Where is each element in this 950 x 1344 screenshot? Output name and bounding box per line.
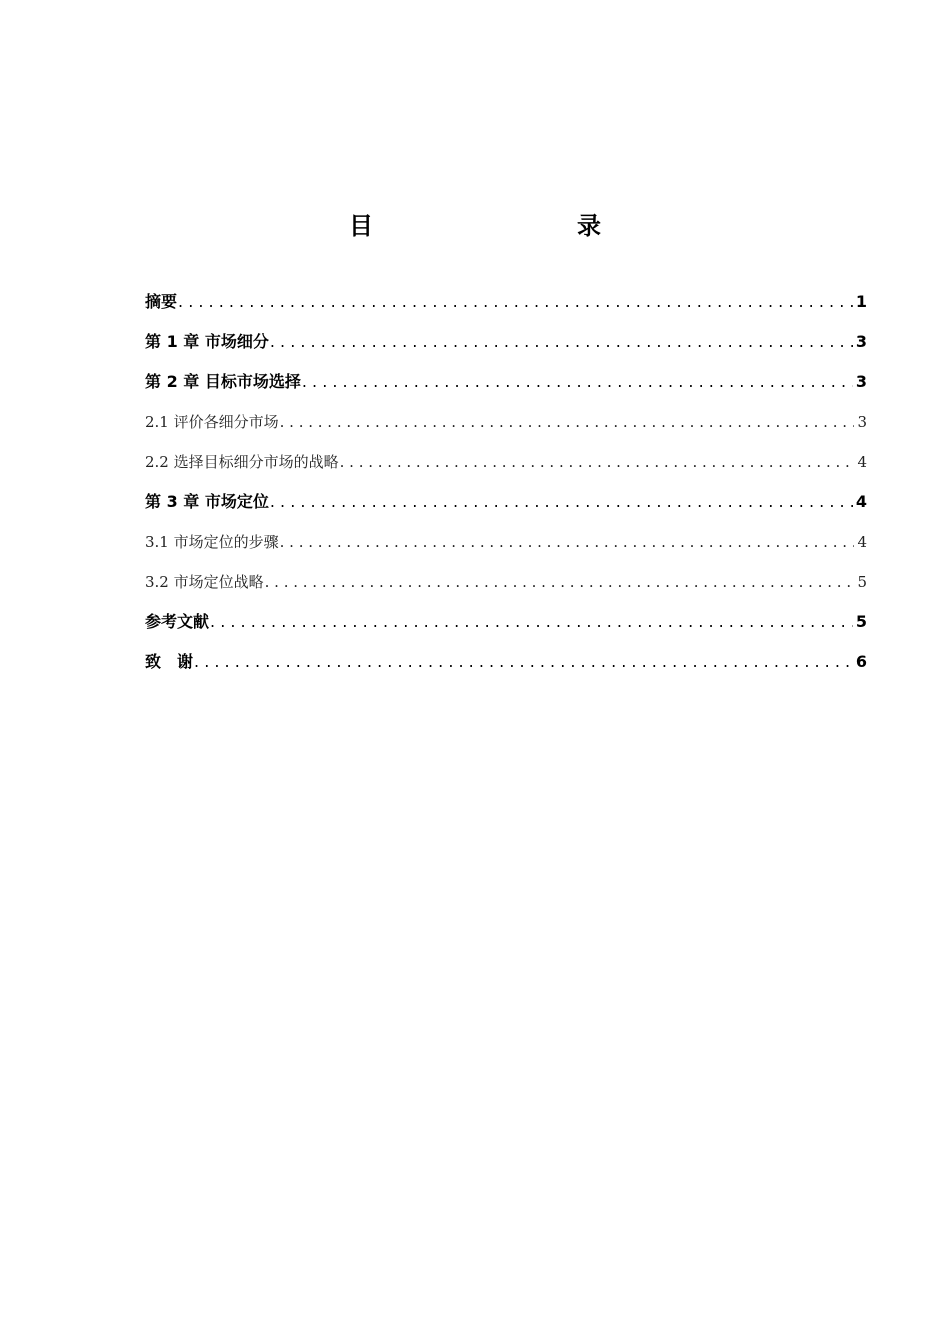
toc-page-number: 4 [857, 533, 867, 551]
toc-dot-leader [210, 610, 853, 634]
toc-page-number: 6 [855, 652, 867, 671]
toc-page-number: 1 [855, 292, 867, 311]
toc-entry-section-3-2[interactable] [145, 570, 867, 610]
toc-entry-chapter-2[interactable] [145, 370, 867, 410]
toc-dot-leader [280, 530, 854, 554]
toc-dot-leader [265, 570, 854, 594]
toc-entry-chapter-3[interactable] [145, 490, 867, 530]
toc-page-number: 5 [855, 612, 867, 631]
toc-entry-section-2-2[interactable] [145, 450, 867, 490]
toc-entry-chapter-1[interactable] [145, 330, 867, 370]
toc-entry-acknowledgements[interactable] [145, 650, 867, 690]
toc-dot-leader [270, 330, 853, 354]
toc-title: 目 录 [349, 212, 653, 240]
toc-dot-leader [302, 370, 853, 394]
toc-entry-label: 第 3 章 市场定位 [145, 492, 269, 511]
toc-dot-leader [280, 410, 854, 434]
toc-entry-section-2-1[interactable] [145, 410, 867, 450]
toc-dot-leader [270, 490, 853, 514]
toc-entry-label: 第 2 章 目标市场选择 [145, 372, 301, 391]
toc-page-number: 5 [857, 573, 867, 591]
toc-entry-label: 参考文献 [145, 612, 210, 631]
toc-entry-label: 2.1 评价各细分市场 [145, 413, 279, 431]
toc-entry-label: 摘要 [145, 292, 178, 311]
toc-entry-label: 致 谢 [145, 652, 194, 671]
toc-entry-abstract[interactable] [145, 290, 867, 330]
toc-entry-references[interactable] [145, 610, 867, 650]
toc-dot-leader [178, 290, 853, 314]
toc-entry-label: 3.2 市场定位战略 [145, 573, 264, 591]
toc-page-number: 4 [855, 492, 867, 511]
toc-entry-label: 第 1 章 市场细分 [145, 332, 269, 351]
toc-dot-leader [194, 650, 853, 674]
toc-dot-leader [340, 450, 854, 474]
toc-page-number: 4 [857, 453, 867, 471]
toc-page-number: 3 [855, 372, 867, 391]
toc-entry-section-3-1[interactable] [145, 530, 867, 570]
toc-entry-label: 2.2 选择目标细分市场的战略 [145, 453, 339, 471]
toc-page-number: 3 [855, 332, 867, 351]
toc-page-number: 3 [857, 413, 867, 431]
toc-list [145, 290, 867, 690]
toc-entry-label: 3.1 市场定位的步骤 [145, 533, 279, 551]
